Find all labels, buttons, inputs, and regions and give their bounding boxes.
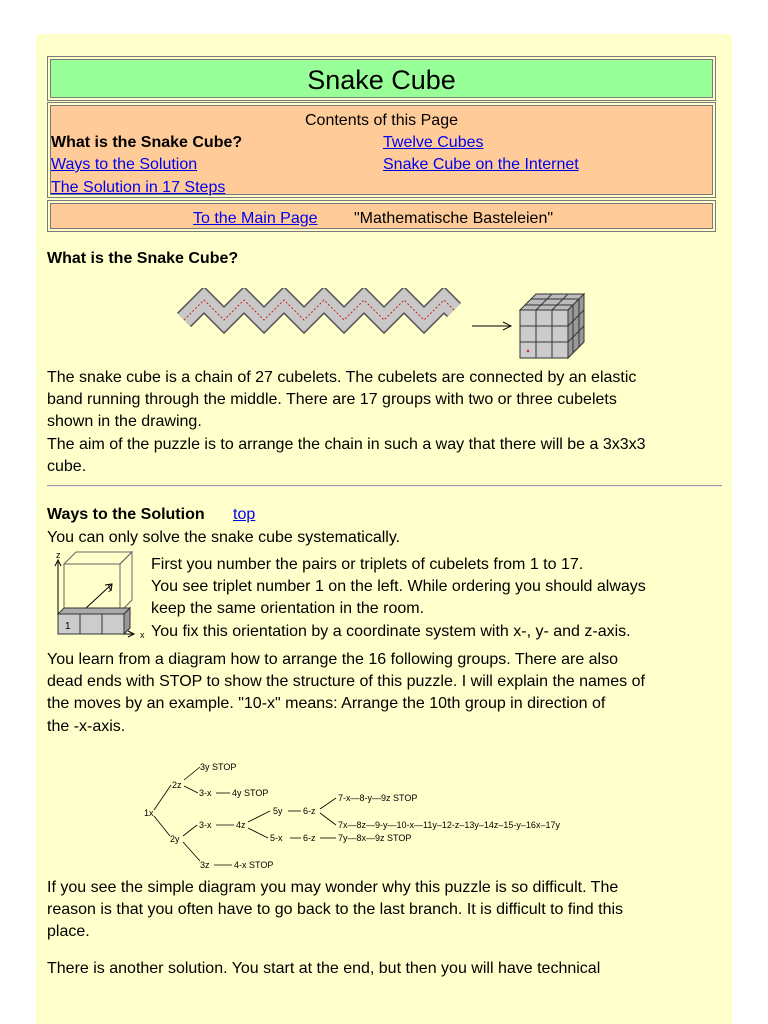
main-page-quote: "Mathematische Basteleien" — [354, 210, 554, 227]
toc-link-snake-cube-internet[interactable]: Snake Cube on the Internet — [383, 156, 579, 173]
node-7y-stop: 7y—8x—9z STOP — [338, 833, 412, 843]
divider — [47, 485, 722, 487]
toc-heading: Contents of this Page — [305, 112, 458, 129]
node-3x-b: 3-x — [199, 820, 212, 830]
side-line-1: First you number the pairs or triplets of cubelets from 1 to 17. — [151, 556, 584, 573]
section2-line-2: dead ends with STOP to show the structure of this puzzle. I will explain the names of — [47, 673, 645, 690]
section1-line-4: The aim of the puzzle is to arrange the chain in such a way that there will be a 3x3x3 — [47, 436, 646, 453]
toc-item-what-is: What is the Snake Cube? — [51, 134, 243, 151]
node-4x-stop: 4-x STOP — [234, 860, 274, 870]
main-page-nav — [47, 200, 716, 232]
title-box — [47, 56, 716, 101]
snake-chain — [184, 300, 454, 320]
cube-3x3x3-icon — [520, 294, 584, 358]
node-6z-b: 6-z — [303, 833, 316, 843]
side-line-4: You fix this orientation by a coordinate system with x-, y- and z-axis. — [151, 623, 631, 640]
table-of-contents — [47, 102, 716, 198]
node-long-chain: 7x—8z—9-y—10-x—11y–12-z–13y–14z–15-y–16x–17y — [338, 820, 560, 830]
snake-chain-illustration — [170, 288, 610, 364]
node-5x: 5-x — [270, 833, 283, 843]
x-axis-label: x — [140, 630, 145, 640]
node-4y-stop: 4y STOP — [232, 788, 269, 798]
triplet-one-label: 1 — [65, 621, 71, 632]
node-3z: 3z — [200, 860, 210, 870]
node-2y: 2y — [170, 834, 180, 844]
arrow-right-icon — [472, 322, 511, 330]
after-line-2: reason is that you often have to go back to the last branch. It is difficult to find this — [47, 901, 624, 918]
page-title: Snake Cube — [307, 65, 456, 95]
main-page-link[interactable]: To the Main Page — [193, 210, 318, 227]
section1-line-3: shown in the drawing. — [47, 413, 202, 430]
node-3y-stop: 3y STOP — [200, 762, 237, 772]
top-link[interactable]: top — [233, 506, 256, 523]
section2-line-4: the -x-axis. — [47, 718, 126, 735]
toc-link-twelve-cubes[interactable]: Twelve Cubes — [383, 134, 484, 151]
z-axis-label: z — [56, 550, 61, 560]
section2-line-3: the moves by an example. "10-x" means: Arrange the 10th group in direction of — [47, 695, 606, 712]
after-line-3: place. — [47, 923, 90, 940]
node-2z: 2z — [172, 780, 182, 790]
toc-link-ways-to-solution[interactable]: Ways to the Solution — [51, 156, 198, 173]
node-4z: 4z — [236, 820, 246, 830]
side-line-2: You see triplet number 1 on the left. While ordering you should always — [151, 578, 646, 595]
after-line-1: If you see the simple diagram you may wonder why this puzzle is so difficult. The — [47, 879, 619, 896]
section-heading-what-is: What is the Snake Cube? — [47, 250, 239, 267]
side-line-3: keep the same orientation in the room. — [151, 600, 425, 617]
coordinate-system-diagram — [50, 548, 150, 640]
section1-line-2: band running through the middle. There are 17 groups with two or three cubelets — [47, 391, 617, 408]
section2-line-1: You learn from a diagram how to arrange the 16 following groups. There are also — [47, 651, 619, 668]
node-5y: 5y — [273, 806, 283, 816]
node-6z-a: 6-z — [303, 806, 316, 816]
node-7x-stop: 7-x—8-y—9z STOP — [338, 793, 418, 803]
node-3x-a: 3-x — [199, 788, 212, 798]
section1-line-1: The snake cube is a chain of 27 cubelets. The cubelets are connected by an elastic — [47, 369, 637, 386]
toc-link-solution-17-steps[interactable]: The Solution in 17 Steps — [51, 179, 226, 196]
section1-line-5: cube. — [47, 458, 87, 475]
node-1x: 1x — [144, 808, 154, 818]
section2-intro: You can only solve the snake cube systematically. — [47, 529, 401, 546]
last-line: There is another solution. You start at the end, but then you will have technical — [47, 960, 601, 977]
y-axis-label: y — [108, 582, 113, 592]
solution-tree-diagram — [140, 756, 640, 872]
section-heading-ways: Ways to the Solution — [47, 506, 205, 523]
